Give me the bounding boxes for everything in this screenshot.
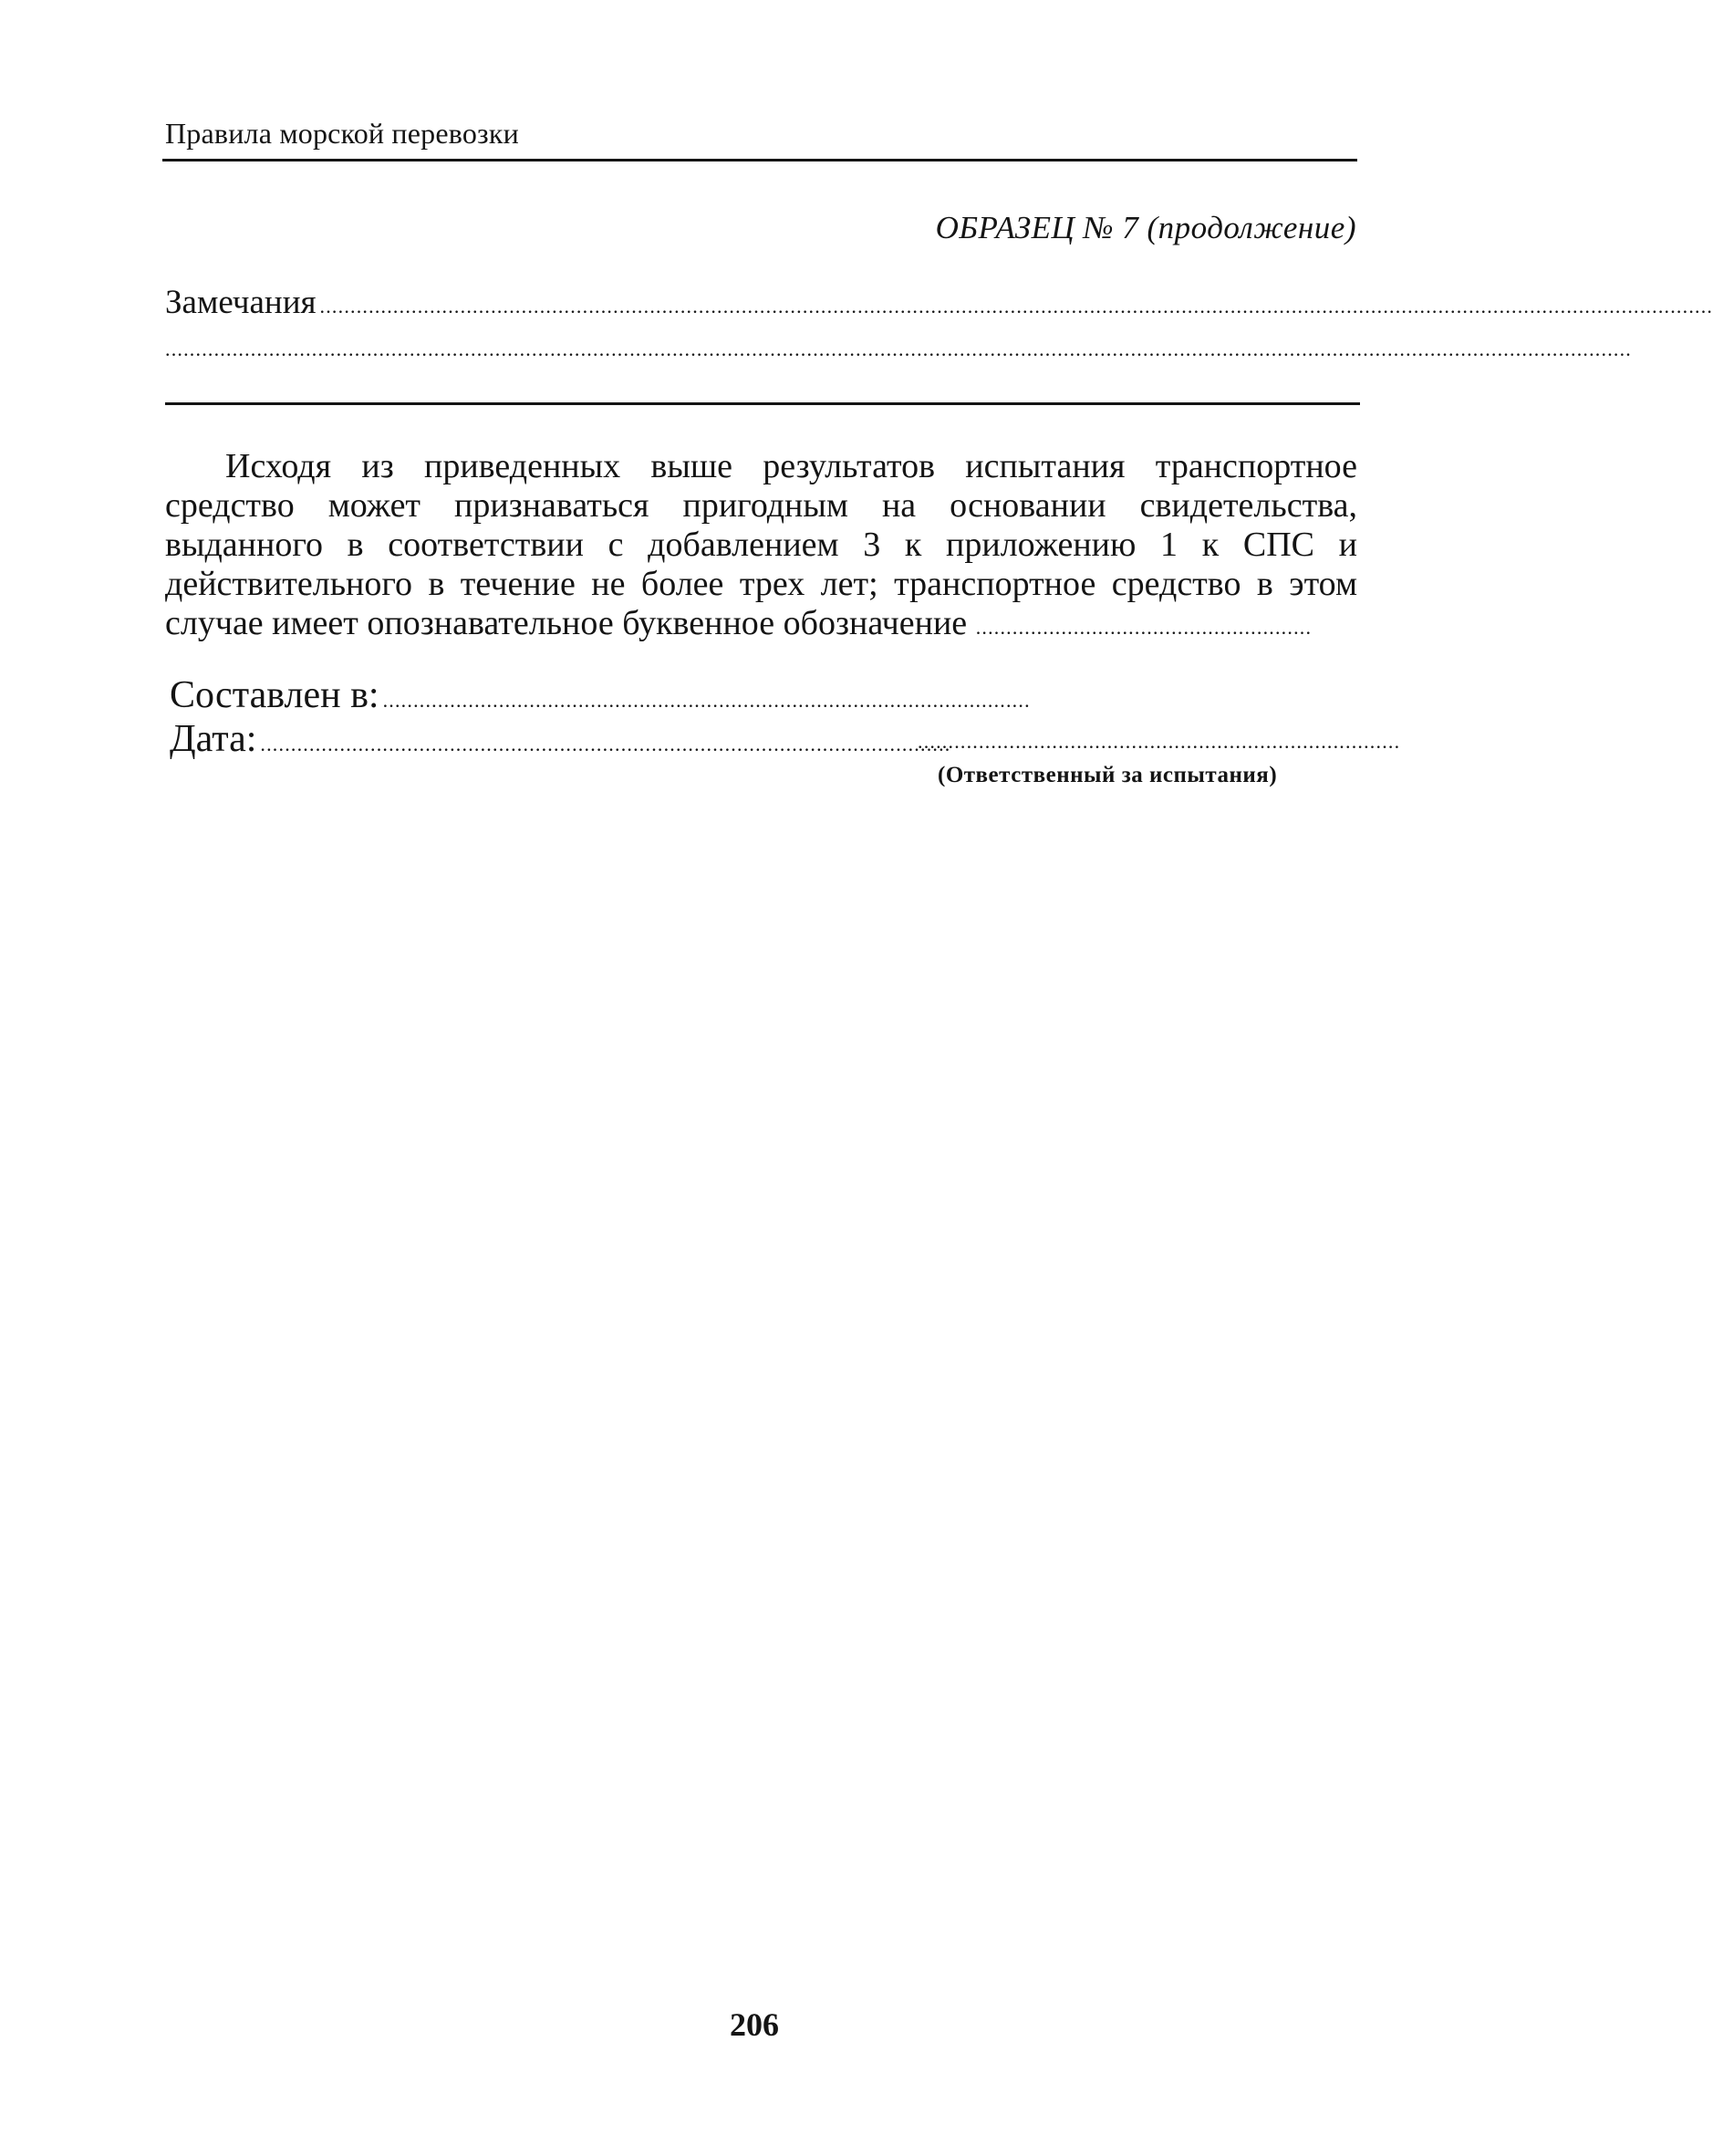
date-fill-dots: ................................................................................................................. — [260, 733, 951, 755]
date-label: Дата: — [170, 718, 257, 760]
compiled-in-fill-dots: .......................................................................................................... — [382, 689, 1031, 712]
header-rule — [162, 159, 1357, 161]
designation-fill-dots: ....................................................... — [975, 616, 1313, 639]
page-number: 206 — [730, 2006, 779, 2043]
date-field — [170, 717, 951, 761]
sample-title: ОБРАЗЕЦ № 7 (продолжение) — [935, 210, 1356, 245]
compiled-in-field — [170, 673, 1031, 717]
conclusion-paragraph — [165, 447, 1357, 647]
section-rule — [165, 402, 1360, 405]
compiled-in-label: Составлен в: — [170, 674, 379, 716]
remarks-fill-dots: .................................................................................................................................................................................................................................... — [319, 295, 1713, 318]
responsible-caption: (Ответственный за испытания) — [938, 763, 1278, 787]
signature-fill-dots: ............................................................................... — [918, 730, 1401, 753]
remarks-fill-dots-line-2: ................................................................................................................................................................................................................................................ — [165, 338, 1632, 360]
remarks-field — [165, 283, 1713, 322]
running-title: Правила морской перевозки — [165, 117, 519, 150]
conclusion-text: Исходя из приведенных выше результатов испытания транспортное средство может признаваться пригодным на основании свидетельства, выданного в соответствии с добавлением 3 к приложению 1 к СПС и действительного в течение не более трех лет; транспортное средство в этом случае имеет опознавательное буквенное обозначение — [165, 447, 1357, 642]
remarks-label: Замечания — [165, 284, 317, 321]
